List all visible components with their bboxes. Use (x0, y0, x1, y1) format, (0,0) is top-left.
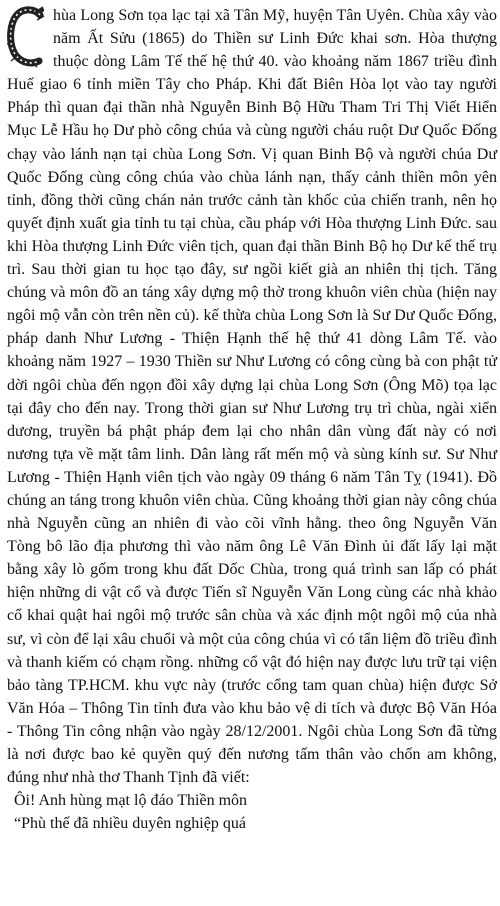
verse-line-2: “Phù thế đã nhiều duyên nghiệp quá (14, 815, 246, 833)
drop-cap (7, 6, 47, 68)
poem-excerpt (7, 789, 497, 835)
body-paragraph: hùa Long Sơn tọa lạc tại xã Tân Mỹ, huyện Tân Uyên. Chùa xây vào năm Ất Sửu (1865) do Thiền sư Linh Đức khai sơn. Hòa thượng thuộc dòng Lâm Tế thế hệ thứ 40. vào khoảng năm 1867 triều đình Huế giao 6 tỉnh miền Tây cho Pháp. Khi đất Biên Hòa lọt vào tay người Pháp thì quan đại thần nhà Nguyễn Binh Bộ Hữu Tham Tri Thị Viết Hiển Mục Lễ Hầu họ Dư phò công chúa và cùng người cháu ruột Dư Quốc Đống chạy vào lánh nạn tại chùa Long Sơn. Vị quan Binh Bộ và người chúa Dư Quốc Đống cùng công chúa vào chùa lánh nạn, thấy cảnh thiền môn yên tỉnh, đồng thời cũng chán nản trước cảnh tàn khốc của chiến tranh, nên họ quyết định xuất gia tỉnh tu tại chùa, cầu pháp với Hòa thượng Linh Đức. sau khi Hòa thượng Linh Đức viên tịch, quan đại thần Binh Bộ họ Dư kế thế trụ trì. Sau thời gian tu học tạo đây, sư ngồi kiết già an nhiên thị tịch. Tăng chúng và môn đồ an táng xây dựng mộ thờ trong khuôn viên chùa (hiện nay ngôi mộ vẫn còn trên nền củ). kế thừa chùa Long Sơn là Sư Dư Quốc Đống, pháp danh Như Lương - Thiện Hạnh thế hệ thứ 41 dòng Lâm Tế. vào khoảng năm 1927 – 1930 Thiền sư Như Lương có công cùng bà con phật tử dời ngôi chùa đến ngọn đồi xây dựng lại chùa Long Sơn (Ông Mõ) tọa lạc tại đây cho đến nay. Trong thời gian sư Như Lương trụ trì chùa, ngài xiển dương, truyền bá phật pháp đem lại cho nhân dân vùng đất này có nơi nương tựa về mặt tâm linh. Dân làng rất mến mộ và sùng kính sư. Sư Như Lương - Thiện Hạnh viên tịch vào ngày 09 tháng 6 năm Tân Tỵ (1941). Đồ chúng an táng trong khuôn viên chùa. Cũng khoảng thời gian này công chúa nhà Nguyễn cũng an nhiên đi vào cõi vĩnh hằng. theo ông Nguyễn Văn Tòng bô lão địa phương thì vào năm ông Lê Văn Đình ủi đất lấy lại mặt bằng xây lò gốm trong khu đất Dốc Chùa, trong quá trình san lấp có phát hiện những di vật cổ và được Tiến sĩ Nguyễn Văn Long cùng các nhà khảo cổ khai quật hai ngôi mộ trước sân chùa và xác định một ngôi mộ của nhà sư, vì còn để lại xâu chuổi và một của công chúa vì có tẩn liệm đồ triều đình và thanh kiếm có chạm rồng. những cổ vật đó hiện nay được lưu trữ tại viện bảo tàng TP.HCM. khu vực này (trước cổng tam quan chùa) hiện được Sở Văn Hóa – Thông Tin tỉnh đưa vào khu bảo vệ di tích và được Bộ Văn Hóa - Thông Tin công nhận vào ngày 28/12/2001. Ngôi chùa Long Sơn đã từng là nơi được bao kẻ quyền quý đến nương tấm thân vào chốn am không, đúng như nhà thơ Thanh Tịnh đã viết: (7, 7, 497, 787)
decorative-initial-c-icon (7, 6, 47, 68)
verse-line-1: Ôi! Anh hùng mạt lộ đáo Thiền môn (14, 792, 248, 810)
